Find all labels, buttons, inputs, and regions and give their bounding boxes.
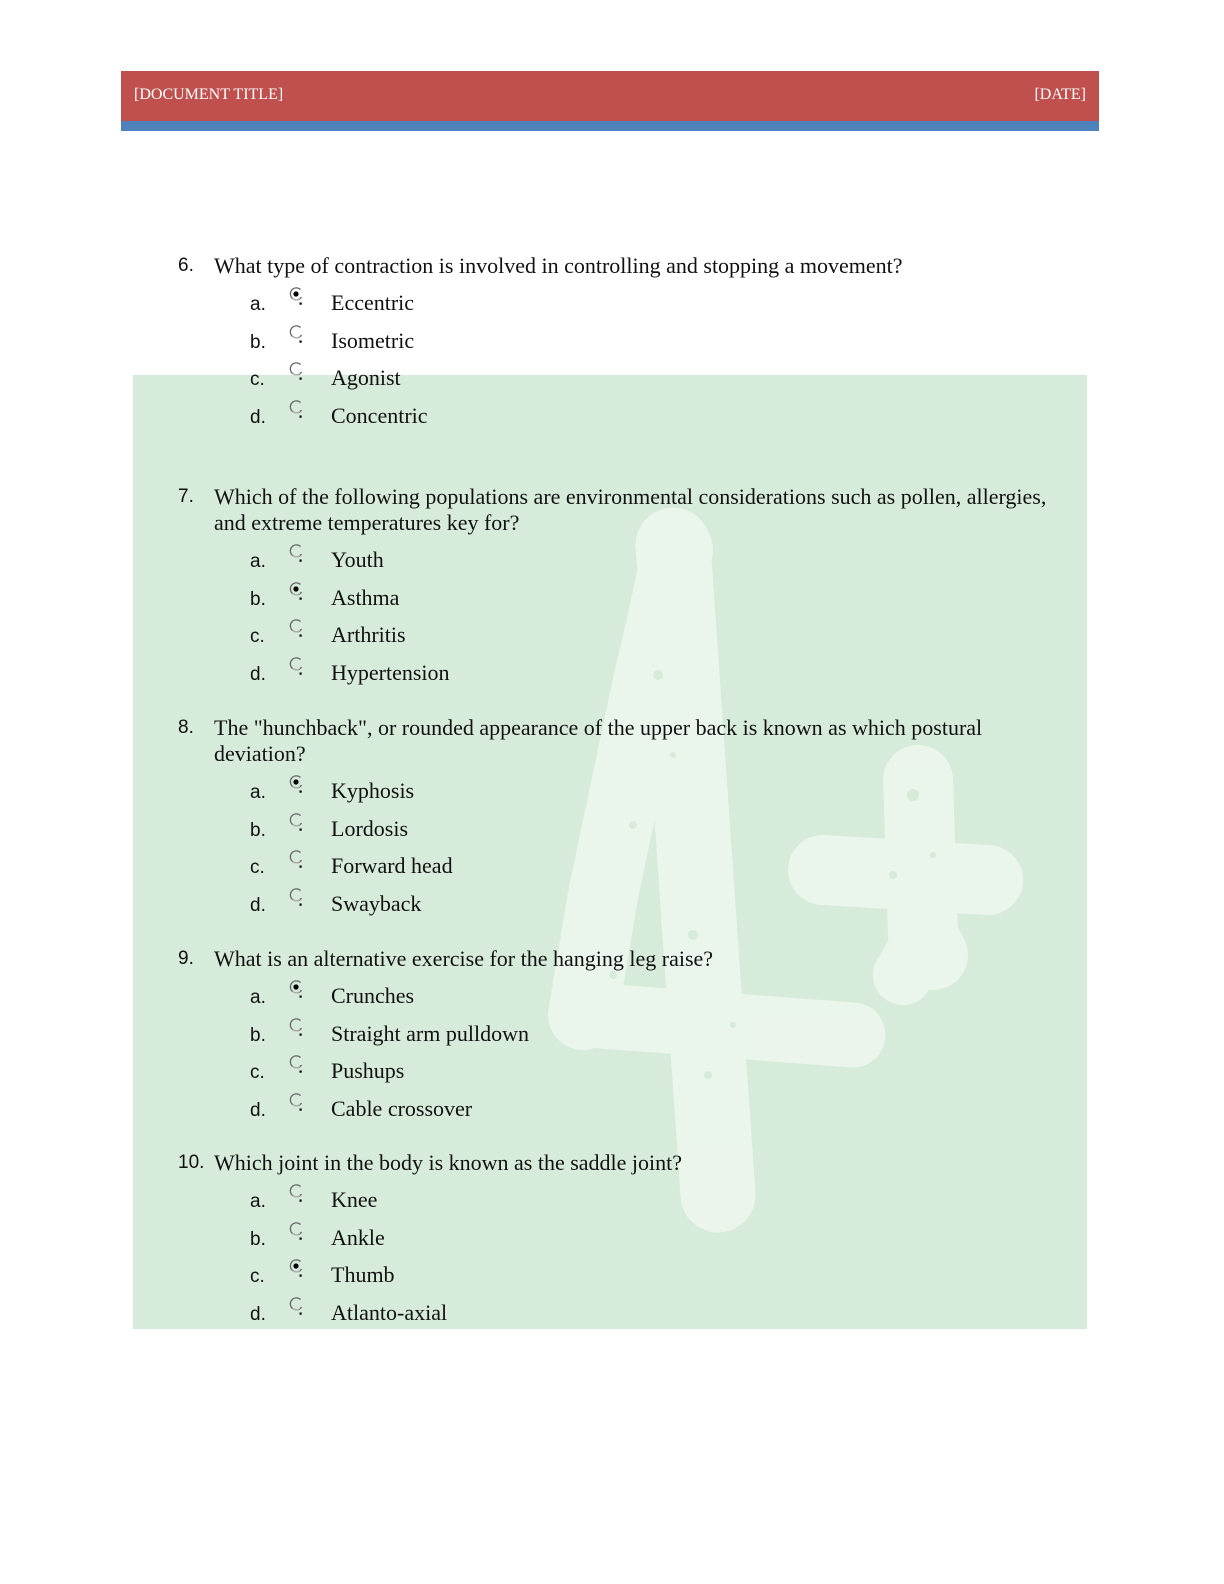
radio-button-icon[interactable]: [288, 812, 306, 834]
radio-button-icon[interactable]: [288, 399, 306, 421]
question-number: 8.: [178, 717, 194, 738]
option-a[interactable]: [178, 1183, 1058, 1221]
option-c[interactable]: [178, 1258, 1058, 1296]
option-b[interactable]: [178, 812, 1058, 850]
radio-button-icon[interactable]: [288, 361, 306, 383]
option-letter: a.: [250, 987, 266, 1008]
option-label: Isometric: [331, 327, 415, 353]
option-b[interactable]: [178, 581, 1058, 619]
option-d[interactable]: [178, 887, 1058, 925]
option-letter: d.: [250, 1099, 266, 1121]
document-title: [DOCUMENT TITLE]: [134, 86, 284, 103]
option-label: Eccentric: [331, 290, 415, 315]
option-b[interactable]: [178, 324, 1058, 362]
question-text: Which of the following populations are environmental considerations such as pollen, allergies, and extreme temperatures key for?: [214, 484, 1047, 535]
option-letter: c.: [250, 1062, 265, 1083]
radio-button-selected-icon[interactable]: [288, 1258, 306, 1280]
question-number: 7.: [178, 486, 194, 507]
option-label: Concentric: [331, 402, 428, 428]
question-text: The "hunchback", or rounded appearance of the upper back is known as which postural deviation?: [214, 715, 983, 766]
option-c[interactable]: [178, 1054, 1058, 1092]
radio-button-icon[interactable]: [288, 849, 306, 871]
option-label: Arthritis: [331, 622, 406, 647]
option-c[interactable]: [178, 361, 1058, 399]
radio-button-icon[interactable]: [288, 1092, 306, 1114]
option-label: Crunches: [331, 983, 415, 1008]
radio-button-icon[interactable]: [288, 618, 306, 640]
option-letter: b.: [250, 1228, 266, 1250]
option-letter: d.: [250, 663, 266, 685]
radio-button-icon[interactable]: [288, 1054, 306, 1076]
option-d[interactable]: [178, 656, 1058, 694]
option-label: Ankle: [331, 1224, 385, 1250]
option-d[interactable]: [178, 1296, 1058, 1334]
option-letter: c.: [250, 857, 265, 878]
option-c[interactable]: [178, 849, 1058, 887]
option-letter: d.: [250, 1303, 266, 1325]
question-text: Which joint in the body is known as the saddle joint?: [214, 1150, 683, 1175]
option-letter: a.: [250, 294, 266, 315]
option-label: Straight arm pulldown: [331, 1020, 529, 1046]
radio-button-icon[interactable]: [288, 543, 306, 565]
option-letter: c.: [250, 626, 265, 647]
option-letter: b.: [250, 331, 266, 353]
radio-button-icon[interactable]: [288, 1296, 306, 1318]
question-6: [178, 253, 1058, 436]
option-label: Pushups: [331, 1058, 405, 1083]
option-label: Lordosis: [331, 815, 408, 841]
radio-button-icon[interactable]: [288, 1183, 306, 1205]
option-label: Asthma: [331, 584, 400, 610]
question-number: 10.: [178, 1152, 205, 1173]
option-label: Agonist: [331, 365, 401, 390]
radio-button-selected-icon[interactable]: [288, 774, 306, 796]
option-a[interactable]: [178, 979, 1058, 1017]
option-letter: d.: [250, 406, 266, 428]
option-letter: a.: [250, 551, 266, 572]
document-date: [DATE]: [1034, 86, 1086, 103]
question-10: [178, 1150, 1058, 1333]
option-label: Knee: [331, 1187, 378, 1212]
option-letter: a.: [250, 1191, 266, 1212]
question-number: 6.: [178, 255, 194, 276]
option-label: Atlanto-axial: [331, 1299, 448, 1325]
option-letter: b.: [250, 819, 266, 841]
radio-button-icon[interactable]: [288, 1017, 306, 1039]
option-letter: a.: [250, 782, 266, 803]
option-a[interactable]: [178, 286, 1058, 324]
question-9: [178, 946, 1058, 1129]
option-letter: c.: [250, 369, 265, 390]
option-a[interactable]: [178, 543, 1058, 581]
radio-button-selected-icon[interactable]: [288, 286, 306, 308]
option-label: Hypertension: [331, 659, 450, 685]
option-b[interactable]: [178, 1221, 1058, 1259]
radio-button-icon[interactable]: [288, 324, 306, 346]
option-label: Cable crossover: [331, 1095, 473, 1121]
question-7: [178, 484, 1058, 693]
radio-button-icon[interactable]: [288, 1221, 306, 1243]
question-number: 9.: [178, 948, 194, 969]
option-label: Thumb: [331, 1262, 395, 1287]
option-label: Forward head: [331, 853, 453, 878]
question-8: [178, 715, 1058, 924]
question-text: What type of contraction is involved in controlling and stopping a movement?: [214, 253, 903, 278]
option-a[interactable]: [178, 774, 1058, 812]
option-b[interactable]: [178, 1017, 1058, 1055]
question-text: What is an alternative exercise for the hanging leg raise?: [214, 946, 714, 971]
option-d[interactable]: [178, 1092, 1058, 1130]
radio-button-icon[interactable]: [288, 887, 306, 909]
option-letter: c.: [250, 1266, 265, 1287]
radio-button-selected-icon[interactable]: [288, 581, 306, 603]
radio-button-selected-icon[interactable]: [288, 979, 306, 1001]
option-label: Youth: [331, 547, 384, 572]
option-letter: d.: [250, 894, 266, 916]
option-label: Kyphosis: [331, 778, 415, 803]
option-letter: b.: [250, 588, 266, 610]
option-label: Swayback: [331, 890, 422, 916]
radio-button-icon[interactable]: [288, 656, 306, 678]
option-c[interactable]: [178, 618, 1058, 656]
option-d[interactable]: [178, 399, 1058, 437]
option-letter: b.: [250, 1024, 266, 1046]
